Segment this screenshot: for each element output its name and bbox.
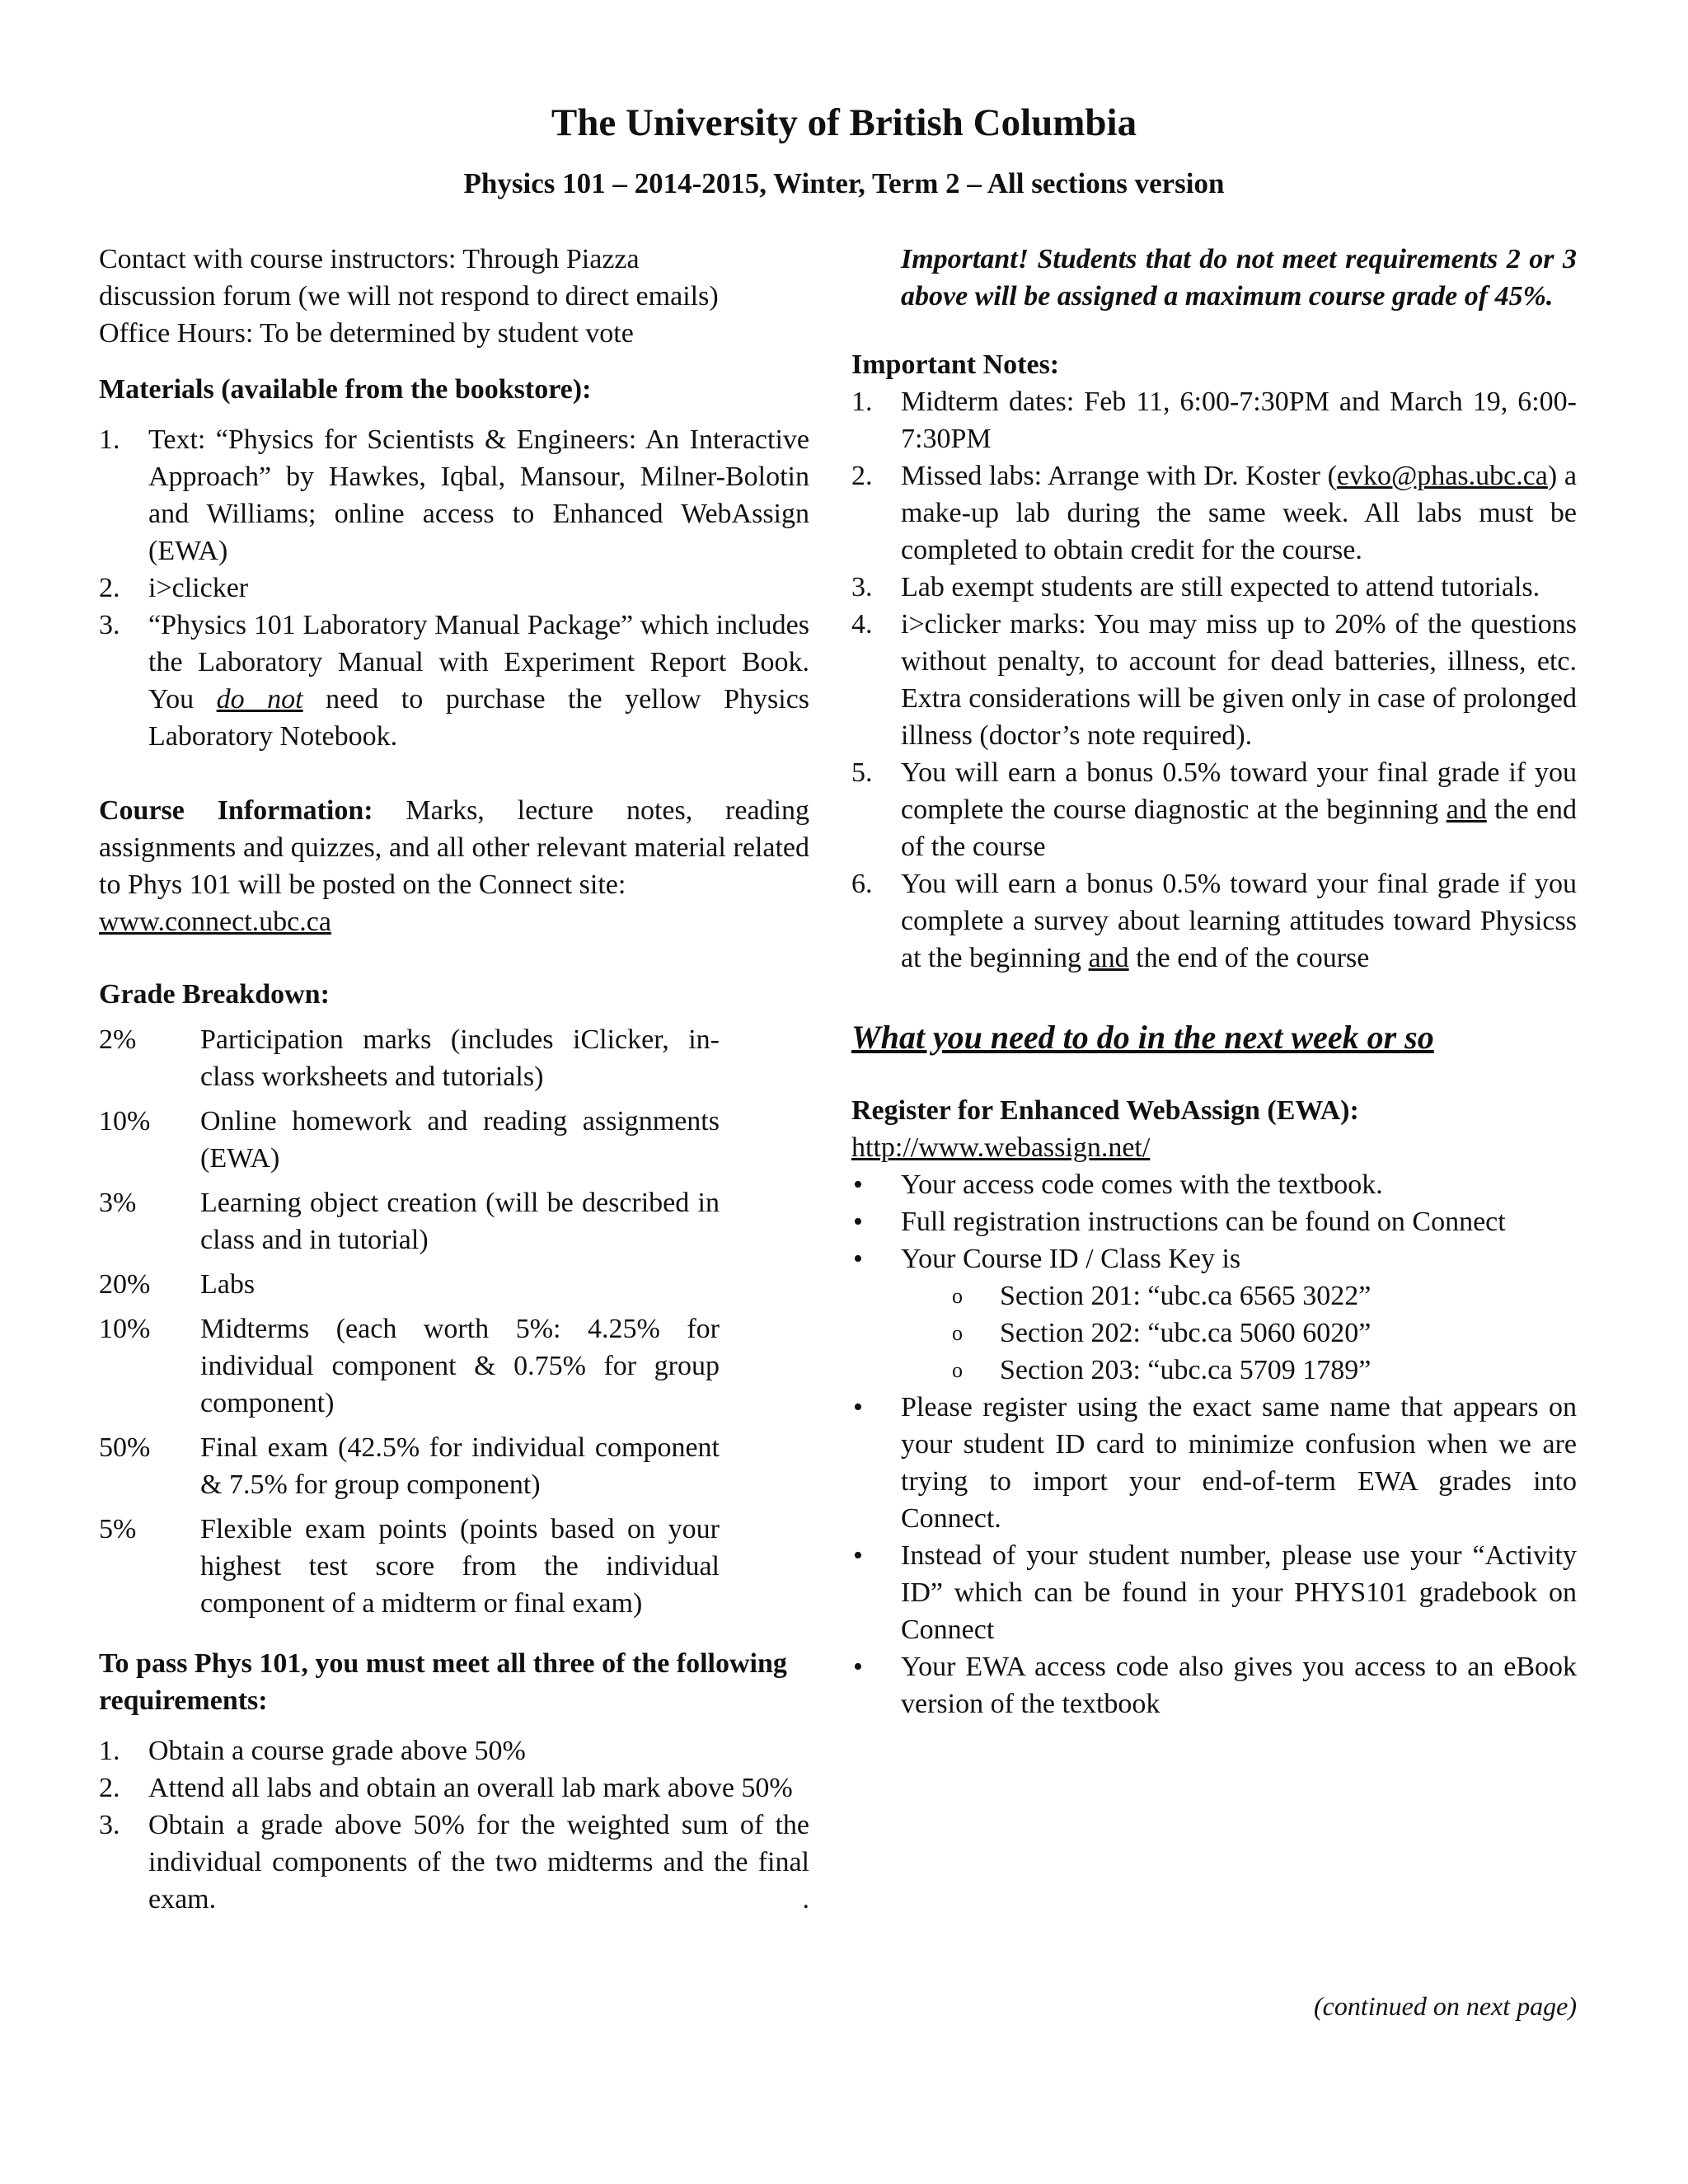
requirements-list	[99, 1732, 809, 1918]
course-information: Course Information: Marks, lecture notes, reading assignments and quizzes, and all other relevant material related to Phys 101 will be posted on the Connect site:	[99, 795, 809, 900]
list-item: 6. You will earn a bonus 0.5% toward your final grade if you complete a survey about learning attitudes toward Physicss at the beginning and the end of the course	[851, 869, 1577, 973]
page-title: The University of British Columbia	[551, 101, 1137, 144]
list-item: 2. Attend all labs and obtain an overall lab mark above 50%	[99, 1773, 793, 1803]
list-item: 1. Obtain a course grade above 50%	[99, 1736, 526, 1766]
materials-heading: Materials (available from the bookstore):	[99, 374, 592, 405]
table-row: 3% Learning object creation (will be described in class and in tutorial)	[99, 1188, 720, 1255]
list-item: 3. Obtain a grade above 50% for the weighted sum of the individual components of the two midterms and the final exam. .	[99, 1807, 809, 1918]
emphasis-do-not: do not	[216, 684, 303, 715]
important-notes-list	[851, 383, 1577, 977]
list-item: • Your EWA access code also gives you access to an eBook version of the textbook	[853, 1652, 1577, 1719]
continued-note: (continued on next page)	[1314, 1991, 1577, 2021]
next-week-heading: What you need to do in the next week or so	[851, 1019, 1434, 1056]
list-item: 1. Text: “Physics for Scientists & Engineers: An Interactive Approach” by Hawkes, Iqbal, Mansour, Milner-Bolotin and Williams; online access to Enhanced WebAssign (EWA)	[99, 424, 809, 566]
connect-link[interactable]: www.connect.ubc.ca	[99, 907, 331, 937]
list-item: 2. i>clicker	[99, 573, 249, 603]
page-subtitle: Physics 101 – 2014-2015, Winter, Term 2 – All sections version	[463, 167, 1225, 199]
register-heading: Register for Enhanced WebAssign (EWA):	[851, 1095, 1359, 1126]
important-warning: Important! Students that do not meet requirements 2 or 3 above will be assigned a maximum course grade of 45%.	[901, 244, 1577, 312]
register-bullets-2	[851, 1389, 1577, 1722]
list-item: • Please register using the exact same name that appears on your student ID card to minimize confusion when we are trying to import your end-of-term EWA grades into Connect.	[853, 1392, 1577, 1534]
materials-list	[99, 421, 809, 755]
list-item: 2. Missed labs: Arrange with Dr. Koster (evko@phas.ubc.ca) a make-up lab during the same week. All labs must be completed to obtain credit for the course.	[851, 461, 1577, 565]
webassign-link[interactable]: http://www.webassign.net/	[851, 1132, 1151, 1163]
list-item: • Your Course ID / Class Key is	[853, 1244, 1241, 1274]
contact-line-1: Contact with course instructors: Through Piazza	[99, 244, 640, 274]
table-row: 50% Final exam (42.5% for individual component & 7.5% for group component)	[99, 1432, 720, 1500]
email-link[interactable]: evko@phas.ubc.ca	[1336, 461, 1548, 491]
list-item: 5. You will earn a bonus 0.5% toward your final grade if you complete the course diagnostic at the beginning and the end of the course	[851, 757, 1577, 862]
table-row: 2% Participation marks (includes iClicker, in-class worksheets and tutorials)	[99, 1024, 720, 1092]
important-notes-heading: Important Notes:	[851, 349, 1060, 380]
list-item: • Instead of your student number, please use your “Activity ID” which can be found in your PHYS101 gradebook on Connect	[853, 1540, 1577, 1645]
pass-requirements-heading: To pass Phys 101, you must meet all three of the following requirements:	[99, 1648, 787, 1716]
list-item: • Your access code comes with the textbook.	[853, 1169, 1383, 1200]
list-item: 3. “Physics 101 Laboratory Manual Package” which includes the Laboratory Manual with Experiment Report Book. You do not need to purchase the yellow Physics Laboratory Notebook.	[99, 610, 810, 752]
list-item: 1. Midterm dates: Feb 11, 6:00-7:30PM and March 19, 6:00-7:30PM	[851, 387, 1577, 454]
right-column	[851, 241, 1577, 1722]
list-item: o Section 203: “ubc.ca 5709 1789”	[952, 1355, 1372, 1385]
office-hours: Office Hours: To be determined by student vote	[99, 318, 634, 349]
list-item: o Section 202: “ubc.ca 5060 6020”	[952, 1318, 1372, 1348]
list-item: 4. i>clicker marks: You may miss up to 20% of the questions without penalty, to account for dead batteries, illness, etc. Extra considerations will be given only in case of prolonged illness (doctor’s note required).	[851, 609, 1577, 751]
contact-line-2: discussion forum (we will not respond to direct emails)	[99, 281, 719, 312]
course-key-list	[851, 1277, 1577, 1389]
left-column	[99, 241, 809, 1918]
grade-breakdown-heading: Grade Breakdown:	[99, 979, 330, 1010]
table-row: 10% Online homework and reading assignments (EWA)	[99, 1106, 720, 1174]
register-bullets	[851, 1166, 1577, 1277]
table-row: 5% Flexible exam points (points based on your highest test score from the individual component of a midterm or final exam)	[99, 1514, 720, 1619]
list-item: 3. Lab exempt students are still expected to attend tutorials.	[851, 572, 1540, 602]
table-row: 20% Labs	[99, 1269, 256, 1300]
list-item: • Full registration instructions can be found on Connect	[853, 1207, 1506, 1237]
grade-breakdown-table	[99, 1021, 809, 1622]
trailing-dot: .	[802, 1884, 809, 1915]
table-row: 10% Midterms (each worth 5%: 4.25% for individual component & 0.75% for group component)	[99, 1314, 720, 1418]
list-item: o Section 201: “ubc.ca 6565 3022”	[952, 1281, 1372, 1311]
